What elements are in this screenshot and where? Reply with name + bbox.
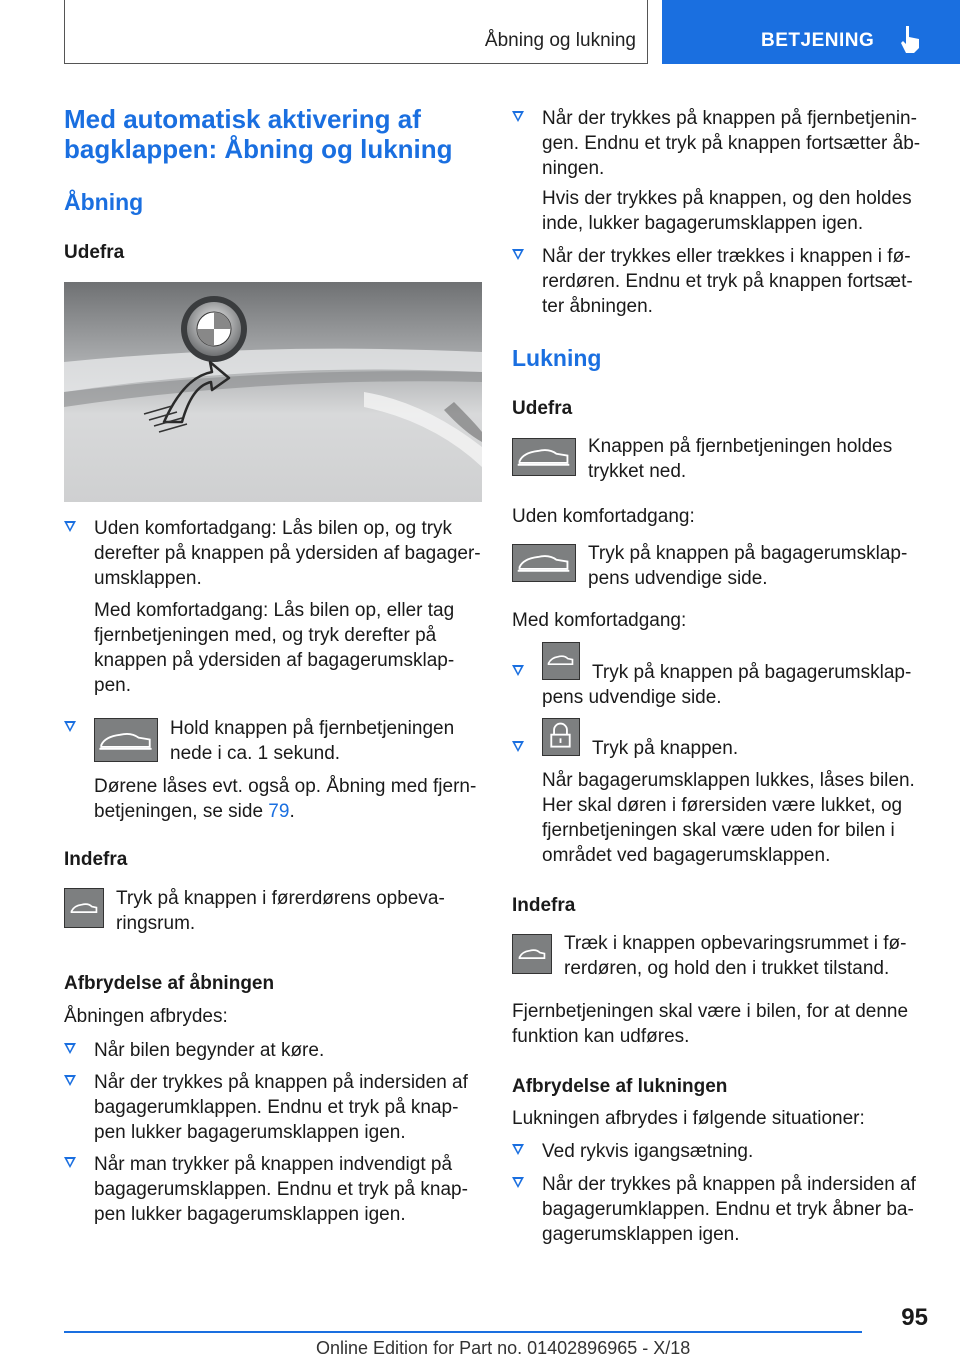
section-title: Åbning og lukning xyxy=(484,30,636,51)
inside-text: Tryk på knappen i førerdørens opbevaringsrum. xyxy=(116,888,445,934)
item-text: Når bilen begynder at køre. xyxy=(94,1040,325,1061)
list-item xyxy=(512,1172,922,1247)
triangle-bullet-icon xyxy=(512,1144,524,1155)
no-comfort-text: Tryk på knappen på bagagerumsklappens udvendige side. xyxy=(588,543,908,589)
note-text: Dørene låses evt. også op. Åbning med fjernbetjeningen, se side xyxy=(94,776,477,822)
list-item xyxy=(512,106,922,181)
door-button-icon xyxy=(64,888,104,928)
item-text: Hold knappen på fjernbetjeningen nede i ca. 1 sekund. xyxy=(170,718,455,764)
lock-icon xyxy=(542,718,580,756)
door-button-icon xyxy=(512,934,552,974)
item-text: Ved rykvis igangsætning. xyxy=(542,1141,754,1162)
outside-heading: Udefra xyxy=(512,398,573,419)
page-number: 95 xyxy=(901,1304,928,1331)
list-item xyxy=(64,1070,482,1145)
triangle-bullet-icon xyxy=(64,1043,76,1054)
hand-pointer-icon xyxy=(897,24,923,54)
cancel-intro: Lukningen afbrydes i følgende situationer: xyxy=(512,1108,865,1129)
note-end: . xyxy=(289,801,295,822)
item-note: Når bagagerumsklappen lukkes, låses bilen. Her skal døren i førersiden være lukket, og fjernbetjeningen skal være uden for bilen i området ved bagagerumsklappen. xyxy=(542,770,915,866)
triangle-bullet-icon xyxy=(64,721,76,732)
remote-tailgate-icon xyxy=(94,718,158,762)
page-title: Med automatisk aktivering af bagklappen: Åbning og lukning xyxy=(64,104,453,164)
triangle-bullet-icon xyxy=(512,665,524,676)
item-text: Når man trykker på knappen indvendigt på bagagerumsklappen. Endnu et tryk på knappen lukker bagagerumsklappen igen. xyxy=(94,1154,468,1225)
page-link[interactable]: 79 xyxy=(268,801,290,822)
triangle-bullet-icon xyxy=(64,1157,76,1168)
triangle-bullet-icon xyxy=(64,1075,76,1086)
item-note: Hvis der trykkes på knappen, og den holdes inde, lukker bagagerumsklappen igen. xyxy=(542,188,912,234)
list-item xyxy=(512,244,922,319)
opening-heading: Åbning xyxy=(64,189,144,215)
triangle-bullet-icon xyxy=(512,249,524,260)
inside-text: Træk i knappen opbevaringsrummet i førerdøren, og hold den i trukket tilstand. xyxy=(564,933,907,979)
cancel-intro: Åbningen afbrydes: xyxy=(64,1006,228,1027)
inside-heading: Indefra xyxy=(64,849,128,870)
item-text: Tryk på knappen. xyxy=(592,738,739,759)
item-text: Når der trykkes på knappen på indersiden af bagagerumklappen. Endnu et tryk åbner bagagerumsklappen igen. xyxy=(542,1174,916,1245)
triangle-bullet-icon xyxy=(512,111,524,122)
item-note xyxy=(94,774,482,824)
triangle-bullet-icon xyxy=(512,741,524,752)
outside-heading: Udefra xyxy=(64,242,125,263)
item-note: Med komfortadgang: Lås bilen op, eller tag fjernbetjeningen med, og tryk derefter på knappen på ydersiden af bagagerumsklappen. xyxy=(94,600,455,696)
footer-edition: Online Edition for Part no. 01402896965 - X/18 xyxy=(316,1338,691,1358)
item-text: Når der trykkes på knappen på indersiden af bagagerumklappen. Endnu et tryk på knappen lukker bagagerumsklappen igen. xyxy=(94,1072,468,1143)
chapter-title: BETJENING xyxy=(761,30,875,51)
list-item xyxy=(64,1152,482,1227)
list-item xyxy=(512,1139,922,1164)
outside-text: Knappen på fjernbetjeningen holdes trykket ned. xyxy=(588,436,893,482)
item-text: Når der trykkes eller trækkes i knappen i førerdøren. Endnu et tryk på knappen fortsætter åbningen. xyxy=(542,246,913,317)
cancel-heading: Afbrydelse af åbningen xyxy=(64,973,275,994)
no-comfort-label: Uden komfortadgang: xyxy=(512,506,695,527)
tailgate-button-icon xyxy=(512,544,576,582)
with-comfort-label: Med komfortadgang: xyxy=(512,610,687,631)
chapter-tab[interactable] xyxy=(662,0,960,64)
cancel-heading: Afbrydelse af lukningen xyxy=(512,1076,728,1097)
item-text: Når der trykkes på knappen på fjernbetjeningen. Endnu et tryk på knappen fortsætter åbningen. xyxy=(542,108,921,179)
list-item xyxy=(512,736,922,761)
tailgate-button-icon xyxy=(542,642,580,680)
list-item xyxy=(64,1038,482,1063)
footer-divider xyxy=(64,1331,862,1333)
remote-tailgate-icon xyxy=(512,438,576,476)
triangle-bullet-icon xyxy=(512,1177,524,1188)
closing-heading: Lukning xyxy=(512,345,602,371)
tailgate-button-photo xyxy=(64,282,482,502)
triangle-bullet-icon xyxy=(64,521,76,532)
item-text: Uden komfortadgang: Lås bilen op, og tryk derefter på knappen på ydersiden af bagagerumsklappen. xyxy=(94,518,481,589)
inside-heading: Indefra xyxy=(512,895,576,916)
inside-note: Fjernbetjeningen skal være i bilen, for at denne funktion kan udføres. xyxy=(512,1001,909,1047)
list-item xyxy=(64,516,482,591)
list-item xyxy=(512,660,922,710)
item-text: Tryk på knappen på bagagerumsklappens udvendige side. xyxy=(542,662,912,708)
